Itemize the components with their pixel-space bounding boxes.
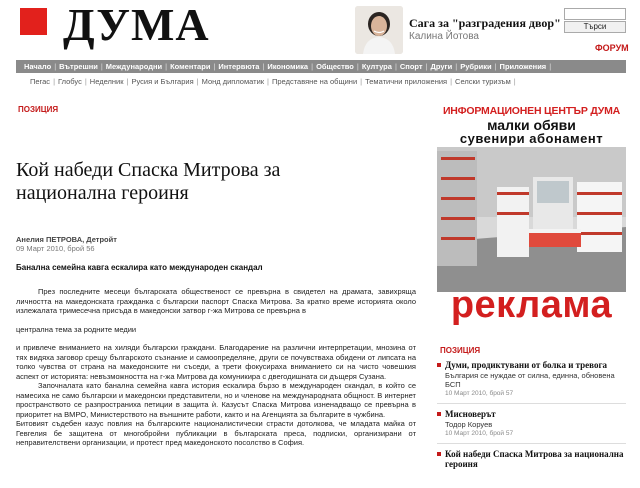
article-body <box>16 287 416 448</box>
news-snippet: Тодор Коруев <box>445 420 493 429</box>
article-paragraph: Започналата като банална семейна кавга история ескалира бързо в международен скандал, в който се намесиха не само български и македонски представители, но и членове на международната общност. В интернет пространството се разпространиха петиции в защита ѝ. Казусът Спаска Митрова изненадващо се превърна в приоритет на ВМРО, Министерството на външните работи, както и на Агенцията за българите в чужбина. <box>16 381 416 419</box>
logo-mark[interactable] <box>20 8 47 35</box>
site-logo[interactable]: ДУМА <box>63 0 210 50</box>
nav-separator: | <box>450 77 453 86</box>
ad-subline: малки обяви <box>487 117 576 133</box>
article-paragraph: През последните месеци българската общественост се превърна в свидетел на драмата, завихряща личността на македонската гражданка с български паспорт Спаска Митрова. За кратко време историята около излежалата тримесечна присъда в македонски затвор г-жа Митрова се превърна в <box>16 287 416 315</box>
sub-nav-item[interactable]: Неделник <box>89 77 124 86</box>
news-meta: 10 Март 2010, брой 57 <box>445 390 514 397</box>
nav-separator: | <box>196 77 199 86</box>
sub-nav-item[interactable]: Монд дипломатик <box>201 77 265 86</box>
news-title[interactable]: Мисноверът <box>445 409 496 419</box>
nav-separator: | <box>513 77 516 86</box>
nav-separator: | <box>213 62 216 71</box>
sub-nav-item[interactable]: Глобус <box>58 77 82 86</box>
nav-separator: | <box>54 62 57 71</box>
sub-navigation <box>30 76 626 87</box>
bullet-icon <box>437 363 441 367</box>
sub-nav-item[interactable]: Русия и България <box>131 77 194 86</box>
main-nav-item[interactable]: Спорт <box>399 62 423 71</box>
main-nav-item[interactable]: Интервюта <box>218 62 260 71</box>
bullet-icon <box>437 452 441 456</box>
search-input[interactable] <box>564 8 626 20</box>
main-nav-item[interactable]: Международни <box>105 62 163 71</box>
featured-column-title[interactable]: Сага за "разградения двор" <box>409 16 561 30</box>
forum-link[interactable]: ФОРУМ <box>595 43 629 53</box>
nav-separator: | <box>455 62 458 71</box>
ad-subline: сувенири абонамент <box>459 131 604 146</box>
list-item[interactable] <box>437 449 626 469</box>
bullet-icon <box>437 412 441 416</box>
nav-separator: | <box>165 62 168 71</box>
main-nav-item[interactable]: Приложения <box>499 62 547 71</box>
article-date: 09 Март 2010, брой 56 <box>16 244 95 253</box>
sidebar-section-label[interactable]: ПОЗИЦИЯ <box>440 346 481 355</box>
nav-separator: | <box>360 77 363 86</box>
main-nav-item[interactable]: Вътрешни <box>59 62 98 71</box>
main-nav-item[interactable]: Рубрики <box>460 62 492 71</box>
divider <box>437 443 626 444</box>
list-item[interactable] <box>437 409 626 437</box>
nav-separator: | <box>394 62 397 71</box>
nav-separator: | <box>84 77 87 86</box>
nav-separator: | <box>126 77 129 86</box>
ad-shop-photo <box>437 147 626 292</box>
news-title[interactable]: Думи, продиктувани от болка и тревога <box>445 360 608 370</box>
nav-separator: | <box>311 62 314 71</box>
main-nav-item[interactable]: Икономика <box>267 62 309 71</box>
site-header <box>0 0 640 58</box>
main-nav-item[interactable]: Други <box>430 62 453 71</box>
sub-nav-item[interactable]: Тематични приложения <box>365 77 448 86</box>
nav-separator: | <box>262 62 265 71</box>
article-section-label[interactable]: ПОЗИЦИЯ <box>18 105 59 114</box>
article-title: Кой набеди Спаска Митрова за национална героиня <box>16 159 281 204</box>
article-lead: Банална семейна кавга ескалира като международен скандал <box>16 263 263 272</box>
nav-separator: | <box>425 62 428 71</box>
news-snippet: България се нуждае от силна, единна, обновена БСП <box>445 371 615 389</box>
list-item[interactable] <box>437 360 626 397</box>
ad-banner-text: реклама <box>450 284 613 326</box>
featured-column-author: Калина Йотова <box>409 31 479 42</box>
article-author: Анелия ПЕТРОВА, Детройт <box>16 235 117 244</box>
article-paragraph: централна тема за родните медии <box>16 324 137 334</box>
main-nav-item[interactable]: Коментари <box>170 62 211 71</box>
nav-separator: | <box>267 77 269 86</box>
nav-separator: | <box>100 62 103 71</box>
main-nav-item[interactable]: Култура <box>361 62 392 71</box>
sub-nav-item[interactable]: Пегас <box>30 77 51 86</box>
news-meta: 10 Март 2010, брой 57 <box>445 430 514 437</box>
sidebar-news-list <box>437 360 626 475</box>
article-paragraph: Битовият съдебен казус повлия на българските националистически страсти дотолкова, че младата майка от Гевгелия бе защитена от многобройни публикации в българската преса, подписки, организирани от неправителствени организации, и протест пред македонското посолство в София. <box>16 419 416 447</box>
main-nav-item[interactable]: Общество <box>316 62 354 71</box>
article-paragraph: и привлече вниманието на хиляди български граждани. Благодарение на различни интерпретации, мнозина от тях видяха заговор срещу българското съзнание и самоопределяне, други се почувстваха обидени от липсата на толко чувства от страна на македонските ни съседи, а трети фокусираха вниманието си на чисто човешкия аспект от историята: невъзможността на г-жа Митрова да комуникира с двегодишната си дъщеря Сузана. <box>16 343 416 381</box>
search-button[interactable]: Търси <box>564 21 626 33</box>
sub-nav-item[interactable]: Селски туризъм <box>455 77 511 86</box>
divider <box>437 403 626 404</box>
nav-separator: | <box>494 62 497 71</box>
main-nav-item[interactable]: Начало <box>24 62 52 71</box>
sub-nav-item[interactable]: Представяне на общини <box>272 77 358 86</box>
nav-separator: | <box>356 62 359 71</box>
main-navigation <box>16 60 626 73</box>
nav-separator: | <box>549 62 552 71</box>
nav-separator: | <box>53 77 56 86</box>
news-title[interactable]: Кой набеди Спаска Митрова за национална героиня <box>445 449 624 469</box>
ad-headline: ИНФОРМАЦИОНЕН ЦЕНТЪР ДУМА <box>442 105 621 117</box>
advertisement-banner[interactable] <box>437 105 626 333</box>
columnist-avatar[interactable] <box>355 6 403 54</box>
